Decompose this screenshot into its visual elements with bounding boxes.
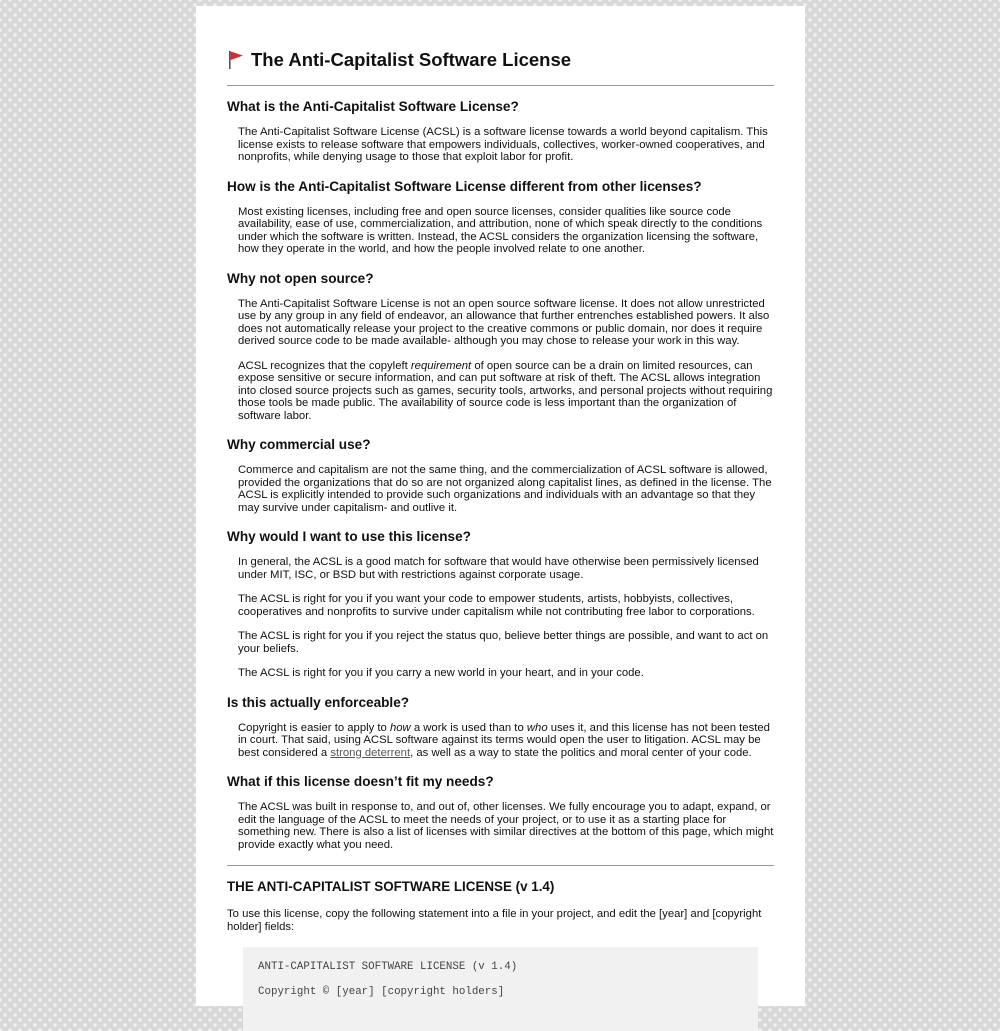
emphasis: who bbox=[526, 721, 548, 734]
license-code-block[interactable] bbox=[243, 947, 758, 1031]
faq-question: Why would I want to use this license? bbox=[227, 529, 471, 544]
page-title-text: The Anti-Capitalist Software License bbox=[251, 49, 572, 70]
page-title bbox=[227, 6, 774, 72]
faq-answer: In general, the ACSL is a good match for software that would have otherwise been permissively licensed under MIT, ISC, or BSD but with restrictions against corporate usage. bbox=[238, 556, 759, 581]
faq-answer bbox=[238, 722, 774, 760]
document-page bbox=[196, 6, 805, 1006]
license-intro: To use this license, copy the following statement into a file in your project, and edit the [year] and [copyright holder] fields: bbox=[227, 908, 762, 933]
text-run: , as well as a way to state the politics and moral center of your code. bbox=[410, 746, 752, 759]
text-run: of open source can be a drain on limited resources, can expose sensitive or secure information, and can put software at risk of theft. The ACSL allows integration into closed source projects such as games, security tools, artworks, and personal projects without requiring those tools be made public. The availability of source code is less important than the organization of software labor. bbox=[238, 359, 773, 422]
faq-answer: Commerce and capitalism are not the same thing, and the commercialization of ACSL software is allowed, provided the organizations that do so are not organized along capitalist lines, as defined in the license. The ACSL is explicitly intended to provide such organizations and individuals with an advantage so that they may survive under capitalism- and outlive it. bbox=[238, 464, 772, 514]
faq-answer: The ACSL is right for you if you reject the status quo, believe better things are possible, and want to act on your beliefs. bbox=[238, 630, 769, 655]
faq-question: Why commercial use? bbox=[227, 437, 371, 452]
faq-answer bbox=[238, 360, 774, 423]
faq-answer: The Anti-Capitalist Software License (ACSL) is a software license towards a world beyond capitalism. This license exists to release software that empowers individuals, collectives, worker-owned cooperatives, and nonprofits, while denying usage to those that exploit labor for profit. bbox=[238, 126, 768, 163]
code-line: Copyright © [year] [copyright holders] bbox=[258, 986, 505, 998]
code-line: ANTI-CAPITALIST SOFTWARE LICENSE (v 1.4) bbox=[258, 961, 518, 973]
faq-question: Why not open source? bbox=[227, 270, 374, 286]
text-run: ACSL recognizes that the copyleft bbox=[238, 359, 411, 372]
faq-answer: The ACSL is right for you if you want your code to empower students, artists, hobbyists, collectives, cooperatives and nonprofits to survive under capitalism while not contributing free labor to corporations. bbox=[238, 593, 755, 618]
text-run: Copyright is easier to apply to bbox=[238, 721, 390, 734]
divider bbox=[227, 865, 774, 866]
faq-answer: The Anti-Capitalist Software License is not an open source software license. It does not allow unrestricted use by any group in any field of endeavor, an allowance that further entrenches established powers. It also does not automatically release your project to the creative commons or public domain, nor does it require derived source code to be made available- although you may chose to release your work in this way. bbox=[238, 297, 770, 347]
faq-answer: Most existing licenses, including free and open source licenses, consider qualities like source code availability, ease of use, commercialization, and attribution, none of which speak directly to the conditions under which the software is written. Instead, the ACSL considers the organization licensing the software, how they operate in the world, and how the people involved relate to one another. bbox=[238, 205, 763, 255]
strong-deterrent-link[interactable]: strong deterrent bbox=[330, 746, 411, 759]
faq-answer: The ACSL is right for you if you carry a new world in your heart, and in your code. bbox=[238, 667, 644, 679]
faq-question: Is this actually enforceable? bbox=[227, 694, 410, 710]
text-run: a work is used than to bbox=[410, 721, 527, 734]
faq-answer: The ACSL was built in response to, and out of, other licenses. We fully encourage you to adapt, expand, or edit the language of the ACSL to meet the needs of your project, or to use it as a starting place for something new. There is also a list of licenses with similar directives at the bottom of this page, which might provide exactly what you need. bbox=[238, 801, 774, 851]
emphasis: requirement bbox=[410, 359, 472, 372]
faq-question: What if this license doesn’t fit my needs? bbox=[227, 774, 494, 789]
divider bbox=[227, 85, 774, 86]
red-flag-icon bbox=[227, 50, 245, 70]
text-run: uses it, and this license has not been tested in court. That said, using ACSL software against its terms would open the user to litigation. ACSL may be best considered a bbox=[238, 721, 770, 759]
faq-question: How is the Anti-Capitalist Software License different from other licenses? bbox=[227, 178, 702, 194]
faq-question: What is the Anti-Capitalist Software License? bbox=[227, 99, 519, 114]
license-heading: THE ANTI-CAPITALIST SOFTWARE LICENSE (v 1.4) bbox=[227, 879, 555, 894]
emphasis: how bbox=[389, 721, 411, 734]
